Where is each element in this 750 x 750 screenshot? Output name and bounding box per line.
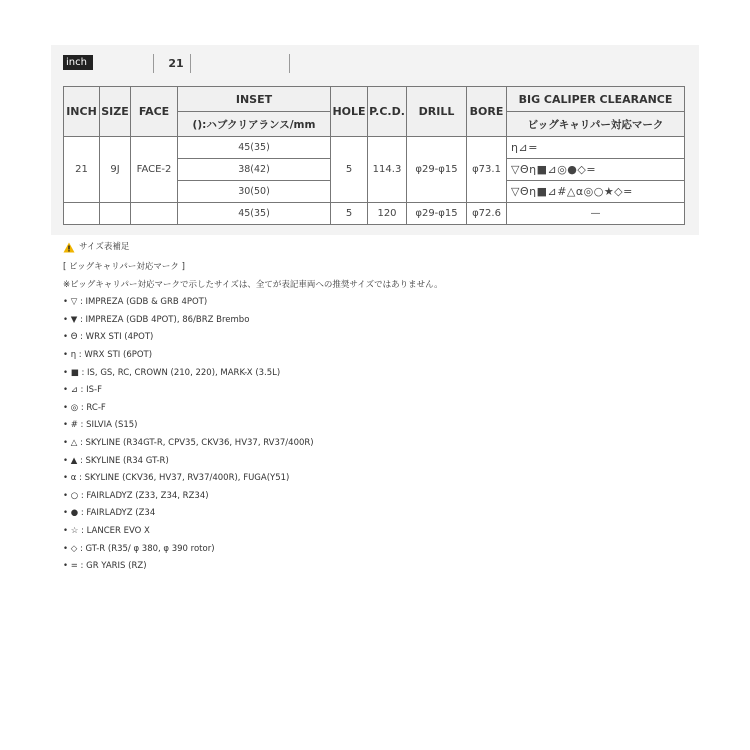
cell-drill: φ29-φ15 xyxy=(407,137,467,203)
notes-title-text: サイズ表補足 xyxy=(79,242,130,252)
cell-hole: 5 xyxy=(331,203,368,225)
header-hole: HOLE xyxy=(331,87,368,137)
list-item: • ○ : FAIRLADYZ (Z33, Z34, RZ34) xyxy=(63,490,209,501)
header-inset-sub: ():ハブクリアランス/mm xyxy=(178,112,331,137)
cell-inset: 45(35) xyxy=(178,137,331,159)
list-item: • ⊿ : IS-F xyxy=(63,385,102,396)
cell-inset: 38(42) xyxy=(178,159,331,181)
list-item: • ▽ : IMPREZA (GDB & GRB 4POT) xyxy=(63,297,208,308)
list-item: • △ : SKYLINE (R34GT-R, CPV35, CKV36, HV37, RV37/400R) xyxy=(63,437,314,448)
cell-inset: 45(35) xyxy=(178,203,331,225)
header-drill: DRILL xyxy=(407,87,467,137)
warning-icon xyxy=(63,242,75,253)
list-item: • ◎ : RC-F xyxy=(63,402,106,413)
header-pcd: P.C.D. xyxy=(368,87,407,137)
divider xyxy=(289,54,290,73)
cell-marks: ▽Θη■⊿◎●◇= xyxy=(507,159,685,181)
table-row xyxy=(64,137,685,159)
header-inset: INSET xyxy=(178,87,331,112)
cell-size-empty xyxy=(100,203,131,225)
list-item: • Θ : WRX STI (4POT) xyxy=(63,332,154,343)
cell-drill: φ29-φ15 xyxy=(407,203,467,225)
list-item: • ▼ : IMPREZA (GDB 4POT), 86/BRZ Brembo xyxy=(63,314,250,325)
size-notes xyxy=(63,240,703,576)
cell-marks: ▽Θη■⊿#△α◎○★◇= xyxy=(507,181,685,203)
cell-marks: — xyxy=(507,203,685,225)
divider xyxy=(190,54,191,73)
cell-face: FACE-2 xyxy=(131,137,178,203)
table-row xyxy=(64,203,685,225)
header-inch: INCH xyxy=(64,87,100,137)
cell-face-empty xyxy=(131,203,178,225)
list-item: • ■ : IS, GS, RC, CROWN (210, 220), MARK-X (3.5L) xyxy=(63,367,281,378)
divider xyxy=(153,54,154,73)
list-item: • # : SILVIA (S15) xyxy=(63,420,138,431)
cell-hole: 5 xyxy=(331,137,368,203)
cell-inset: 30(50) xyxy=(178,181,331,203)
header-clearance: BIG CALIPER CLEARANCE xyxy=(507,87,685,112)
notes-bracket: [ ビッグキャリパー対応マーク ] xyxy=(63,262,185,272)
header-face: FACE xyxy=(131,87,178,137)
cell-bore: φ72.6 xyxy=(467,203,507,225)
header-bore: BORE xyxy=(467,87,507,137)
cell-marks: η⊿= xyxy=(507,137,685,159)
list-item: • η : WRX STI (6POT) xyxy=(63,349,153,360)
cell-inch-empty xyxy=(64,203,100,225)
list-item: • ☆ : LANCER EVO X xyxy=(63,525,150,536)
spec-table xyxy=(63,86,685,225)
list-item: • ● : FAIRLADYZ (Z34 xyxy=(63,508,156,519)
cell-pcd: 114.3 xyxy=(368,137,407,203)
unit-tag: inch xyxy=(63,55,93,70)
notes-disclaimer: ※ビッグキャリパー対応マークで示したサイズは、全てが表記車両への推奨サイズではありません。 xyxy=(63,279,443,290)
size-filter-bar xyxy=(63,53,293,75)
cell-size: 9J xyxy=(100,137,131,203)
cell-pcd: 120 xyxy=(368,203,407,225)
notes-title xyxy=(63,240,703,255)
list-item: • ◇ : GT-R (R35/ φ 380, φ 390 rotor) xyxy=(63,543,215,554)
list-item: • = : GR YARIS (RZ) xyxy=(63,561,147,572)
list-item: • α : SKYLINE (CKV36, HV37, RV37/400R), FUGA(Y51) xyxy=(63,473,290,484)
header-size: SIZE xyxy=(100,87,131,137)
cell-bore: φ73.1 xyxy=(467,137,507,203)
size-tab-21[interactable]: 21 xyxy=(168,57,184,70)
list-item: • ▲ : SKYLINE (R34 GT-R) xyxy=(63,455,169,466)
header-clearance-sub: ビッグキャリパー対応マーク xyxy=(507,112,685,137)
cell-inch: 21 xyxy=(64,137,100,203)
